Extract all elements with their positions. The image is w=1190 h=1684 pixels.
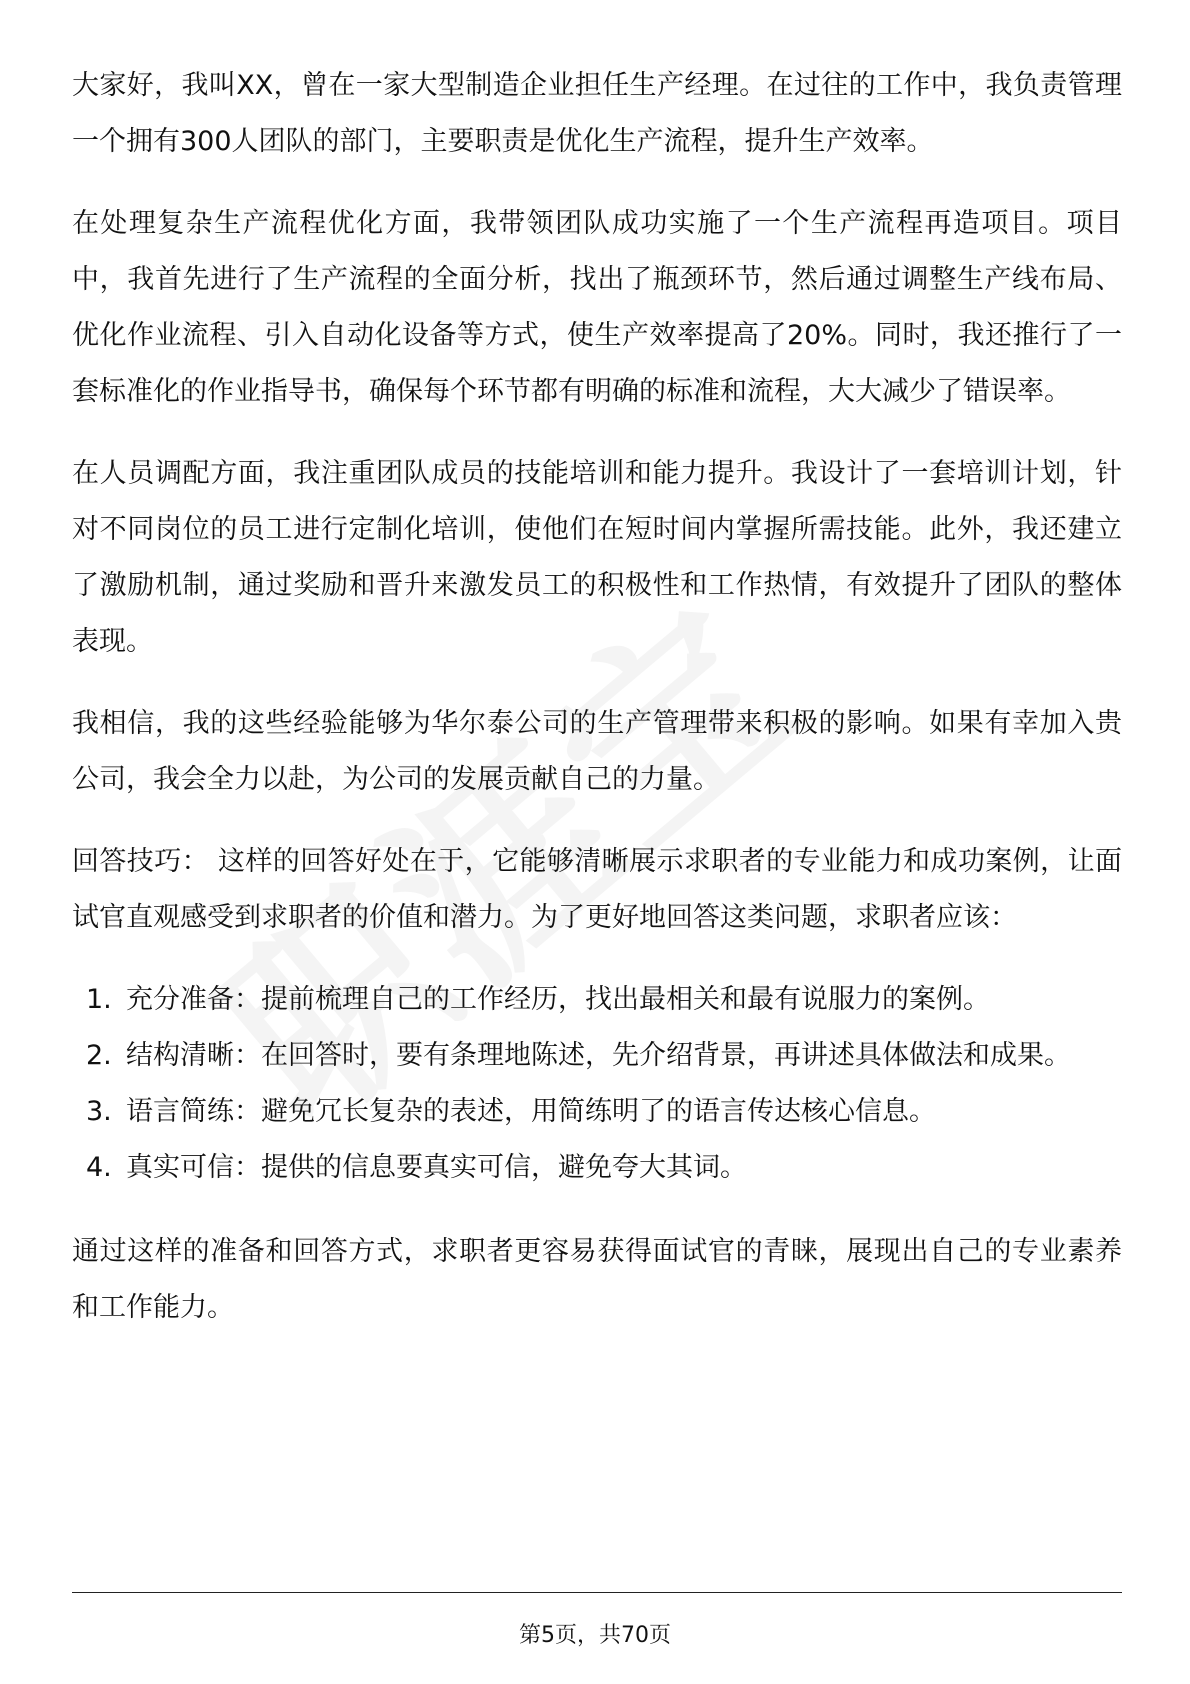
list-item [72,1028,1122,1084]
list-item-text: 真实可信：提供的信息要真实可信，避免夸大其词。 [126,1152,747,1183]
page-content [72,58,1122,1362]
list-item [72,1084,1122,1140]
list-item-text: 结构清晰：在回答时，要有条理地陈述，先介绍背景，再讲述具体做法和成果。 [126,1040,1071,1071]
tips-list [72,972,1122,1196]
paragraph-process-optimization: 在处理复杂生产流程优化方面，我带领团队成功实施了一个生产流程再造项目。项目中，我首先进行了生产流程的全面分析，找出了瓶颈环节，然后通过调整生产线布局、优化作业流程、引入自动化设备等方式，使生产效率提高了20%。同时，我还推行了一套标准化的作业指导书，确保每个环节都有明确的标准和流程，大大减少了错误率。 [72,208,1122,407]
paragraph-conclusion: 通过这样的准备和回答方式，求职者更容易获得面试官的青睐，展现出自己的专业素养和工作能力。 [72,1236,1122,1323]
list-item-number: 1. [86,984,112,1015]
paragraph-staffing: 在人员调配方面，我注重团队成员的技能培训和能力提升。我设计了一套培训计划，针对不同岗位的员工进行定制化培训，使他们在短时间内掌握所需技能。此外，我还建立了激励机制，通过奖励和晋升来激发员工的积极性和工作热情，有效提升了团队的整体表现。 [72,458,1122,657]
page-number: 第5页，共70页 [519,1623,671,1648]
paragraph-closing: 我相信，我的这些经验能够为华尔泰公司的生产管理带来积极的影响。如果有幸加入贵公司，我会全力以赴，为公司的发展贡献自己的力量。 [72,708,1122,795]
list-item-number: 2. [86,1040,112,1071]
paragraph-intro: 大家好，我叫XX，曾在一家大型制造企业担任生产经理。在过往的工作中，我负责管理一个拥有300人团队的部门，主要职责是优化生产流程，提升生产效率。 [72,70,1122,157]
list-item [72,1140,1122,1196]
list-item [72,972,1122,1028]
paragraph-answer-tips: 回答技巧： 这样的回答好处在于，它能够清晰展示求职者的专业能力和成功案例，让面试官直观感受到求职者的价值和潜力。为了更好地回答这类问题，求职者应该： [72,846,1122,933]
list-item-number: 3. [86,1096,112,1127]
list-item-text: 充分准备：提前梳理自己的工作经历，找出最相关和最有说服力的案例。 [126,984,990,1015]
list-item-text: 语言简练：避免冗长复杂的表述，用简练明了的语言传达核心信息。 [126,1096,936,1127]
footer-divider [72,1592,1122,1593]
list-item-number: 4. [86,1152,112,1183]
